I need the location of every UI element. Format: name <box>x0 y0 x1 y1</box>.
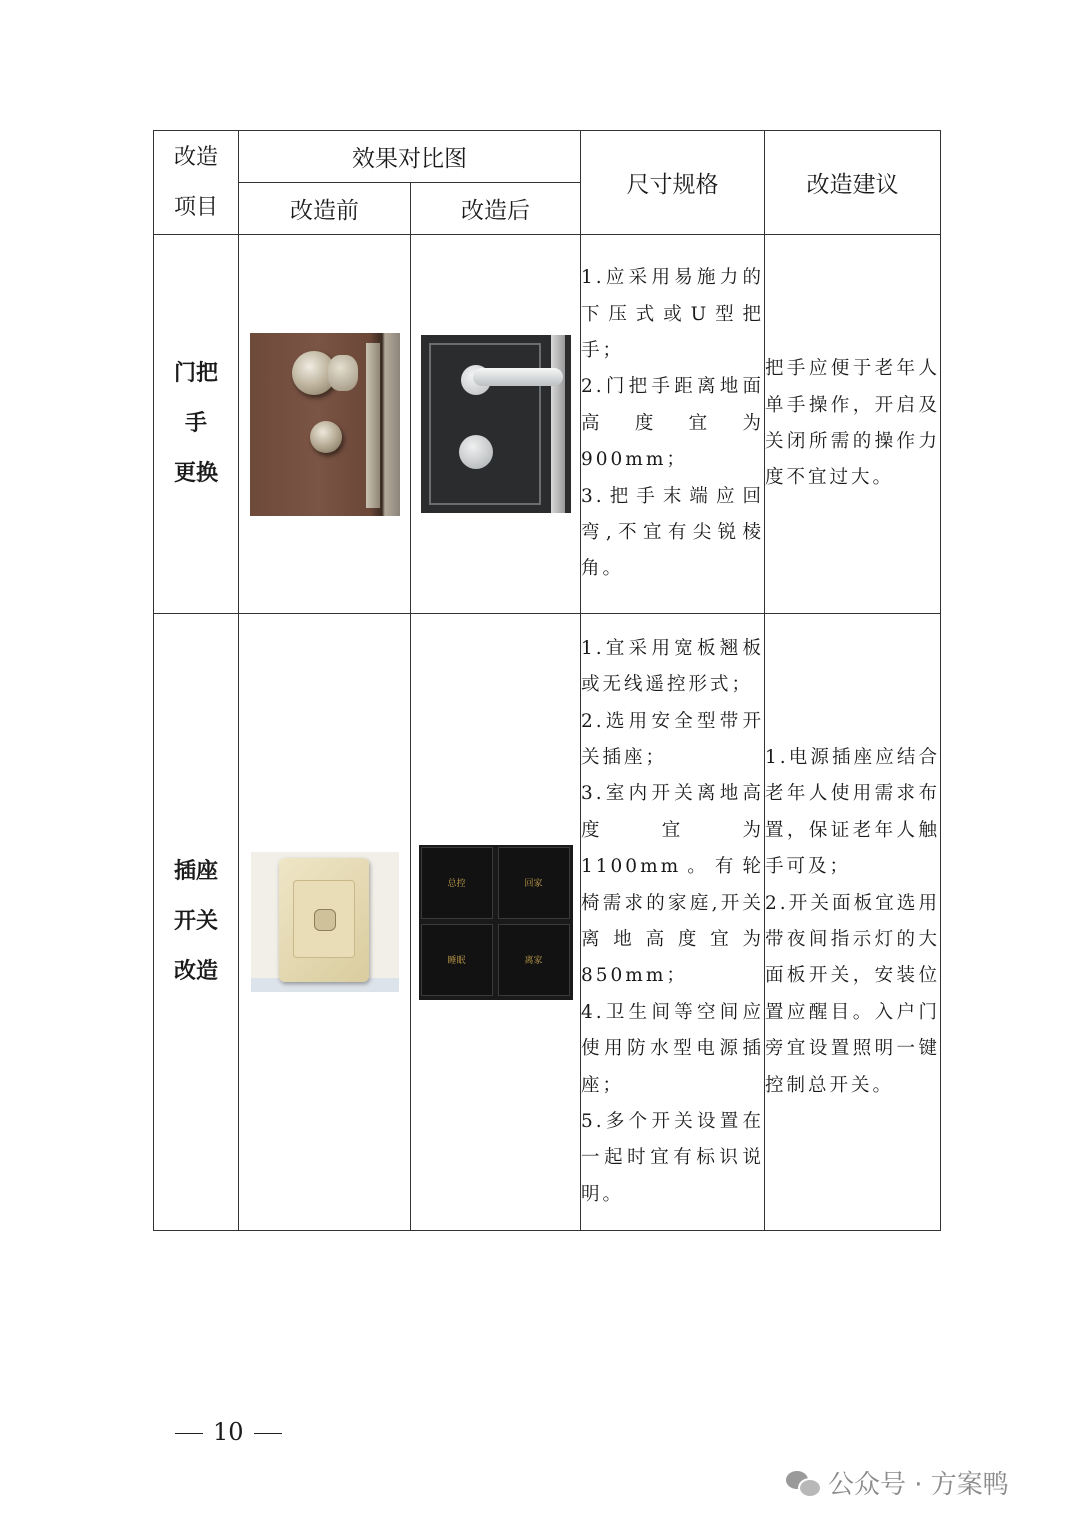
item-line: 插座 <box>173 859 218 884</box>
item-line: 开关 <box>173 909 218 934</box>
item-line: 更换 <box>173 461 218 486</box>
old-switch-before-photo <box>251 852 399 992</box>
item-line: 改造 <box>173 959 218 984</box>
page-number <box>165 1418 292 1446</box>
watermark <box>786 1464 1009 1501</box>
item-switch-socket <box>154 614 239 1231</box>
spec-line: 4.卫生间等空间应使用防水型电源插座； <box>581 1001 764 1096</box>
page-number-text: 10 <box>213 1418 244 1446</box>
switch-key-label: 回家 <box>524 878 543 889</box>
advice-switch-socket <box>765 614 941 1231</box>
advice-line: 2.开关面板宜选用带夜间指示灯的大面板开关，安装位置应醒目。入户门旁宜设置照明一键控制总开关。 <box>765 892 940 1096</box>
before-image-cell <box>239 235 411 614</box>
item-door-handle <box>154 235 239 614</box>
header-after: 改造后 <box>411 183 581 235</box>
before-image-cell <box>239 614 411 1231</box>
spec-line: 5.多个开关设置在一起时宜有标识说明。 <box>581 1111 764 1205</box>
switch-key-label: 总控 <box>447 878 466 889</box>
table-row <box>154 235 941 614</box>
spec-line: 3.把手末端应回弯,不宜有尖锐棱角。 <box>581 485 764 580</box>
switch-key-label: 离家 <box>524 955 543 966</box>
spec-line: 2.选用安全型带开关插座； <box>581 710 764 768</box>
after-image-cell <box>411 614 581 1231</box>
header-before: 改造前 <box>239 183 411 235</box>
spec-line: 2.门把手距离地面高度宜为900mm； <box>581 376 764 471</box>
advice-line: 把手应便于老年人单手操作，开启及关闭所需的操作力度不宜过大。 <box>765 358 940 489</box>
spec-switch-socket <box>581 614 765 1231</box>
header-item-line1: 改造 <box>173 144 218 170</box>
table-row <box>154 614 941 1231</box>
spec-line: 1.应采用易施力的下压式或U型把手； <box>581 267 764 361</box>
spec-door-handle <box>581 235 765 614</box>
door-knob-before-photo <box>250 333 400 516</box>
header-item <box>154 131 239 235</box>
renovation-table <box>153 130 941 1231</box>
advice-line: 1.电源插座应结合老年人使用需求布置，保证老年人触手可及； <box>765 746 940 878</box>
item-line: 手 <box>184 411 207 436</box>
header-comparison: 效果对比图 <box>239 131 581 183</box>
header-item-line2: 项目 <box>173 194 218 220</box>
spec-line: 3.室内开关离地高度宜为1100mm。有轮椅需求的家庭,开关离地高度宜为850mm； <box>581 783 764 987</box>
smart-switch-after-photo <box>419 845 573 1000</box>
switch-key-label: 睡眠 <box>447 955 466 966</box>
item-line: 门把 <box>173 361 218 386</box>
lever-handle-after-photo <box>421 335 571 513</box>
advice-door-handle <box>765 235 941 614</box>
header-advice: 改造建议 <box>765 131 941 235</box>
header-spec: 尺寸规格 <box>581 131 765 235</box>
wechat-icon <box>786 1469 820 1497</box>
after-image-cell <box>411 235 581 614</box>
spec-line: 1.宜采用宽板翘板或无线遥控形式； <box>581 637 764 696</box>
watermark-text: 公众号 · 方案鸭 <box>828 1470 1009 1500</box>
